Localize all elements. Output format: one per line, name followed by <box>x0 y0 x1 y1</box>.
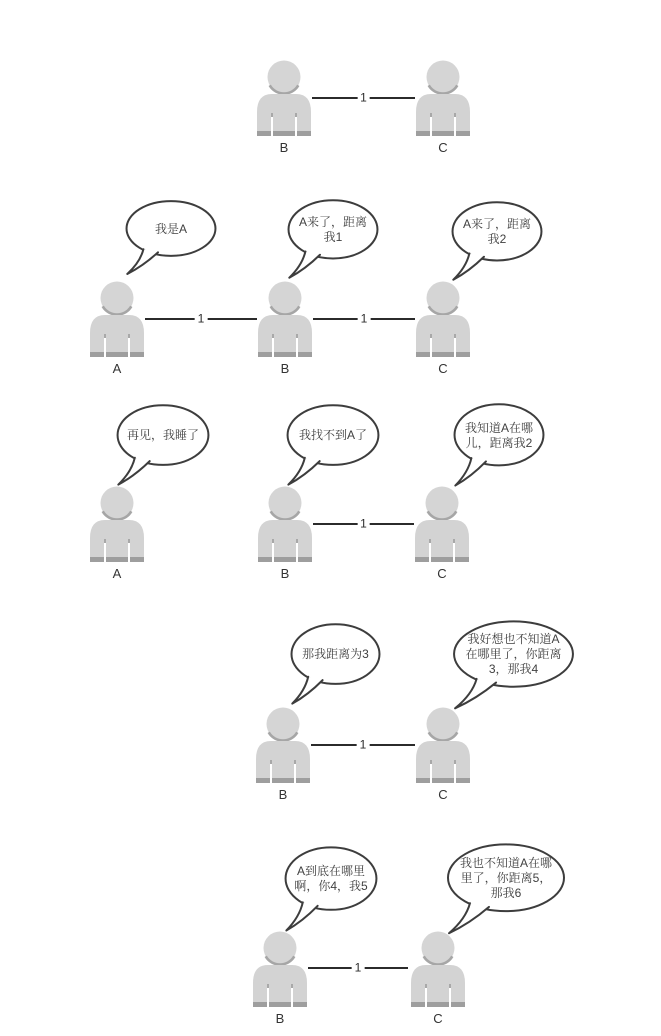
person-icon <box>415 281 471 357</box>
person-a <box>89 281 145 376</box>
person-c <box>410 931 466 1026</box>
person-b <box>252 931 308 1026</box>
speech-bubble <box>290 623 381 707</box>
person-c <box>415 60 471 155</box>
speech-bubble-text: 我好想也不知道A在哪里了，你距离3，那我4 <box>465 632 562 677</box>
speech-bubble <box>446 843 566 937</box>
person-icon <box>415 707 471 783</box>
speech-bubble-text: 我找不到A了 <box>298 428 367 443</box>
speech-bubble <box>287 199 379 281</box>
person-label: B <box>278 787 288 802</box>
speech-bubble-text: 我是A <box>154 221 187 236</box>
person-icon <box>256 60 312 136</box>
person-icon <box>89 486 145 562</box>
speech-bubble <box>286 404 380 488</box>
person-label: C <box>433 1011 443 1026</box>
speech-bubble <box>453 403 545 489</box>
person-icon <box>410 931 466 1007</box>
person-icon <box>414 486 470 562</box>
person-label: C <box>438 787 448 802</box>
link-line-b-c <box>313 516 414 531</box>
person-b <box>257 486 313 581</box>
person-label: C <box>437 566 447 581</box>
person-c <box>415 281 471 376</box>
speech-bubble-text: A到底在哪里啊，你4，我5 <box>294 864 368 894</box>
link-cost-label: 1 <box>358 313 371 326</box>
person-icon <box>255 707 311 783</box>
speech-bubble-text: A来了，距离我1 <box>298 215 367 245</box>
person-label: C <box>438 361 448 376</box>
person-icon <box>89 281 145 357</box>
person-label: B <box>275 1011 285 1026</box>
person-b <box>256 60 312 155</box>
person-label: C <box>438 140 448 155</box>
person-label: B <box>279 140 289 155</box>
link-line-b-c <box>311 737 415 752</box>
person-b <box>257 281 313 376</box>
person-label: B <box>280 566 290 581</box>
person-label: A <box>112 361 122 376</box>
link-line-b-c <box>313 311 415 326</box>
link-cost-label: 1 <box>357 739 370 752</box>
person-a <box>89 486 145 581</box>
person-icon <box>415 60 471 136</box>
speech-bubble <box>451 201 543 283</box>
speech-bubble <box>116 404 210 488</box>
link-line-b-c <box>312 90 415 105</box>
speech-bubble-text: 再见，我睡了 <box>126 428 199 443</box>
link-cost-label: 1 <box>357 518 370 531</box>
link-cost-label: 1 <box>357 92 370 105</box>
link-cost-label: 1 <box>195 313 208 326</box>
speech-bubble <box>125 200 217 277</box>
speech-bubble-text: A来了，距离我2 <box>462 217 531 247</box>
link-line-b-c <box>308 960 408 975</box>
link-line-a-b <box>145 311 257 326</box>
speech-bubble-text: 那我距离为3 <box>302 647 369 662</box>
speech-bubble-text: 我知道A在哪儿，距离我2 <box>464 420 533 450</box>
person-c <box>415 707 471 802</box>
speech-bubble-text: 我也不知道A在哪里了，你距离5，那我6 <box>459 856 552 901</box>
speech-bubble <box>284 846 378 934</box>
speech-bubble <box>452 620 575 712</box>
person-c <box>414 486 470 581</box>
person-icon <box>257 486 313 562</box>
person-b <box>255 707 311 802</box>
person-icon <box>257 281 313 357</box>
person-label: A <box>112 566 122 581</box>
person-label: B <box>280 361 290 376</box>
link-cost-label: 1 <box>352 962 365 975</box>
person-icon <box>252 931 308 1007</box>
